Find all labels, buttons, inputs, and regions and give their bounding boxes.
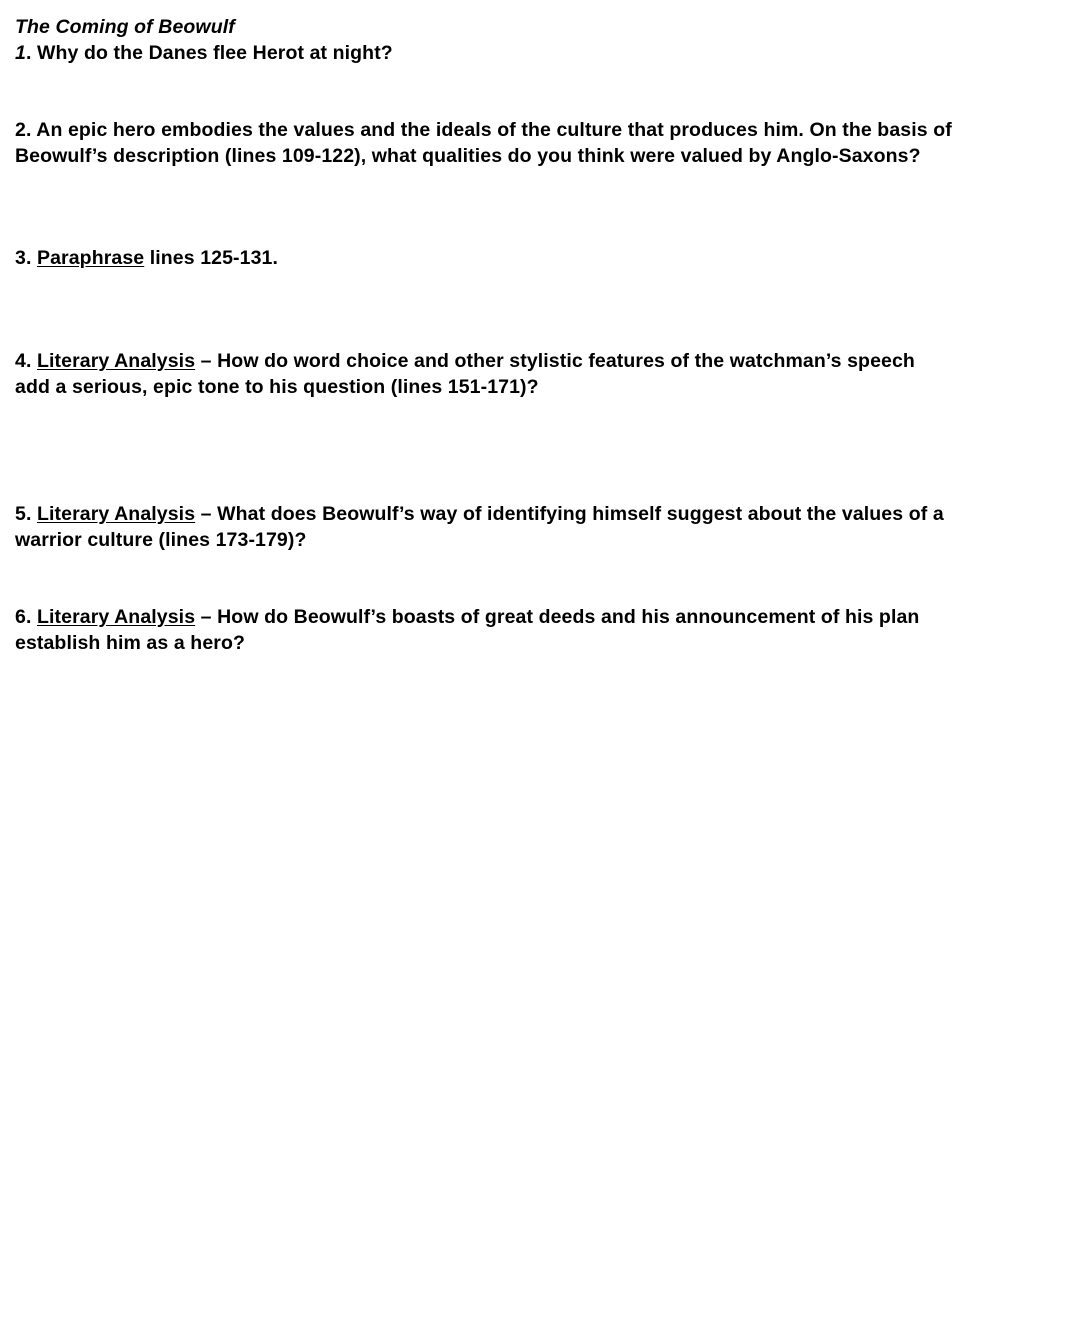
- question-6-number: 6.: [15, 606, 32, 628]
- question-6-text: – How do Beowulf’s boasts of great deeds and his announcement of his plan establish him as a hero?: [15, 606, 920, 654]
- question-1-number: 1: [15, 41, 26, 64]
- question-6-term: Literary Analysis: [37, 606, 196, 628]
- question-4-term: Literary Analysis: [37, 350, 196, 372]
- question-2-number: 2.: [15, 119, 32, 141]
- question-1: [15, 41, 955, 67]
- worksheet-header: [15, 15, 955, 66]
- question-4-number: 4.: [15, 350, 32, 372]
- question-5-number: 5.: [15, 503, 32, 525]
- question-4: [15, 349, 955, 400]
- question-5-term: Literary Analysis: [37, 503, 196, 525]
- question-3-term: Paraphrase: [37, 247, 145, 269]
- question-3: [15, 246, 955, 272]
- question-2: [15, 118, 955, 169]
- question-3-number: 3.: [15, 247, 32, 269]
- question-3-text: lines 125-131.: [144, 247, 278, 269]
- question-6: [15, 605, 955, 656]
- question-5-text: – What does Beowulf’s way of identifying himself suggest about the values of a warrior culture (lines 173-179)?: [15, 503, 944, 551]
- question-5: [15, 502, 955, 553]
- question-1-text: . Why do the Danes flee Herot at night?: [25, 41, 393, 64]
- question-2-text: An epic hero embodies the values and the ideals of the culture that produces him. On the basis of Beowulf’s description (lines 109-122), what qualities do you think were valued by Anglo-Saxons?: [15, 119, 952, 167]
- worksheet-title: The Coming of Beowulf: [15, 16, 235, 38]
- question-4-text: – How do word choice and other stylistic features of the watchman’s speech add a serious, epic tone to his question (lines 151-171)?: [15, 350, 915, 398]
